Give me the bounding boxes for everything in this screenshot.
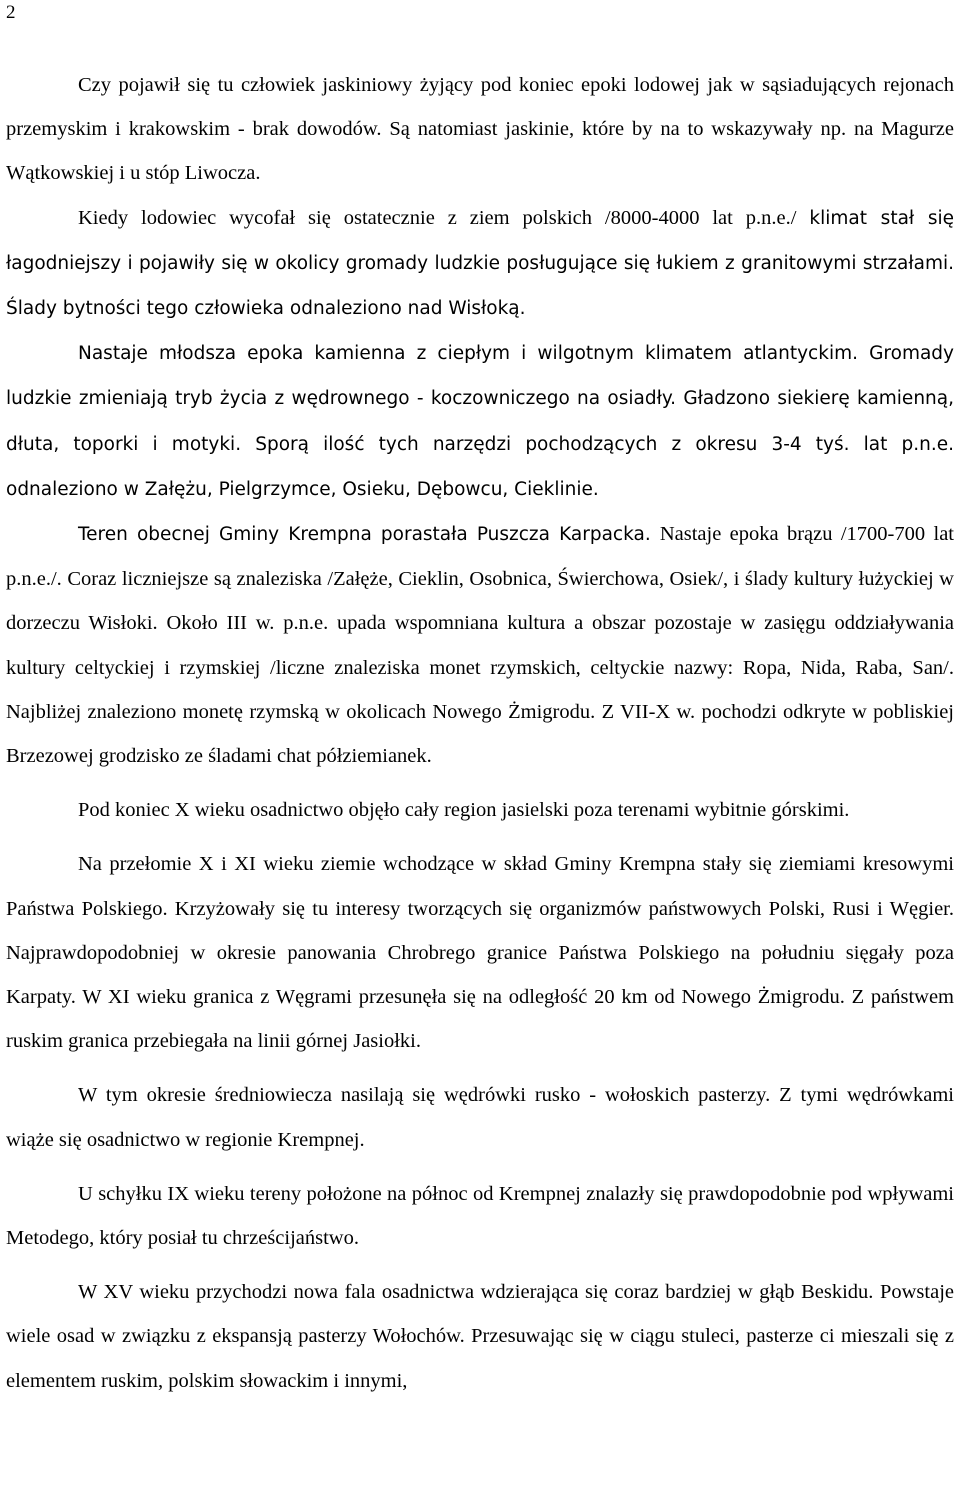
- paragraph-text: Nastaje młodsza epoka kamienna z ciepłym i wilgotnym klimatem atlantyckim. Gromady ludzkie zmieniają tryb życia z wędrownego - koczowniczego na osiadły. Gładzono siekierę kamienną, dłuta, toporki i motyki. Sporą ilość tych narzędzi pochodzących z okresu 3-4 tyś. lat p.n.e. odnaleziono w Załężu, Pielgrzymce, Osieku, Dębowcu, Cieklinie.: [6, 343, 954, 500]
- paragraph-settlement: [6, 788, 954, 832]
- paragraph-borderlands: [6, 842, 954, 1063]
- paragraph-text: W tym okresie średniowiecza nasilają się wędrówki rusko - wołoskich pasterzy. Z tymi wędrówkami wiąże się osadnictwo w regionie Krempnej.: [6, 1084, 954, 1151]
- paragraph-migrations: [6, 1073, 954, 1161]
- page-number: 2: [6, 2, 16, 23]
- paragraph-text: Na przełomie X i XI wieku ziemie wchodzące w skład Gminy Krempna stały się ziemiami kresowymi Państwa Polskiego. Krzyżowały się tu interesy tworzących się organizmów państwowych Polski, Rusi i Węgier. Najprawdopodobniej w okresie panowania Chrobrego granice Państwa Polskiego na południu sięgały poza Karpaty. W XI wieku granica z Węgrami przesunęła się na odległość 20 km od Nowego Żmigrodu. Z państwem ruskim granica przebiegała na linii górnej Jasiołki.: [6, 853, 954, 1053]
- paragraph-methodius: [6, 1172, 954, 1260]
- paragraph-stone-age: [6, 331, 954, 512]
- paragraph-text: Teren obecnej Gminy Krempna porastała Puszcza Karpacka.: [78, 524, 660, 546]
- paragraph-text: W XV wieku przychodzi nowa fala osadnictwa wdzierająca się coraz bardziej w głąb Beskidu. Powstaje wiele osad w związku z ekspansją pasterzy Wołochów. Przesuwając się w ciągu stuleci, pasterze ci mieszali się z elementem ruskim, polskim słowackim i innymi,: [6, 1281, 954, 1392]
- paragraph-text: Nastaje epoka brązu /1700-700 lat p.n.e./. Coraz liczniejsze są znaleziska /Załęże, Cieklin, Osobnica, Świerchowa, Osiek/, i ślady kultury łużyckiej w dorzeczu Wisłoki. Około III w. p.n.e. upada wspomniana kultura a obszar pozostaje w zasięgu oddziaływania kultury celtyckiej i rzymskiej /liczne znaleziska monet rzymskich, celtyckie nazwy: Ropa, Nida, Raba, San/. Najbliżej znaleziono monetę rzymską w okolicach Nowego Żmigrodu. Z VII-X w. pochodzi odkryte w pobliskiej Brzezowej grodzisko ze śladami chat półziemianek.: [6, 523, 954, 768]
- paragraph-wallachians: [6, 1270, 954, 1403]
- paragraph-bronze-age: [6, 512, 954, 778]
- paragraph-text: klimat stał się łagodniejszy i pojawiły się w okolicy gromady ludzkie posługujące się łukiem z granitowymi strzałami. Ślady bytności tego człowieka odnaleziono nad Wisłoką.: [6, 207, 955, 320]
- paragraph-text: Kiedy lodowiec wycofał się ostatecznie z ziem polskich /8000-4000 lat p.n.e./: [78, 206, 810, 229]
- paragraph-text: Czy pojawił się tu człowiek jaskiniowy żyjący pod koniec epoki lodowej jak w sąsiadujących rejonach przemyskim i krakowskim - brak dowodów. Są natomiast jaskinie, które by na to wskazywały np. na Magurze Wątkowskiej i u stóp Liwocza.: [6, 74, 954, 185]
- paragraph-cave-man: [6, 63, 954, 196]
- document-body: [6, 63, 954, 1403]
- paragraph-glacier: [6, 196, 954, 332]
- paragraph-text: U schyłku IX wieku tereny położone na północ od Krempnej znalazły się prawdopodobnie pod wpływami Metodego, który posiał tu chrześcijaństwo.: [6, 1182, 954, 1250]
- paragraph-text: Pod koniec X wieku osadnictwo objęło cały region jasielski poza terenami wybitnie górskimi.: [78, 799, 850, 822]
